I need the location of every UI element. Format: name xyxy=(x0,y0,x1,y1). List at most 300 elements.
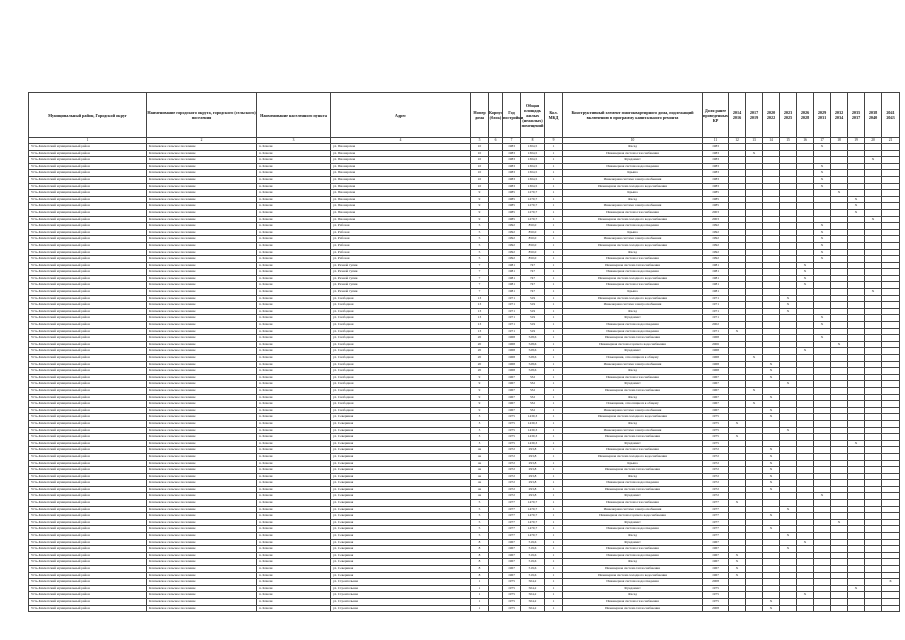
period-mark-cell xyxy=(797,361,814,368)
locality-cell: п. Ключи xyxy=(257,223,331,230)
period-mark-cell xyxy=(882,223,900,230)
period-mark-cell xyxy=(848,506,865,513)
area-cell: 1430,3 xyxy=(521,440,545,447)
header-cell: 2032 2034 xyxy=(831,93,848,138)
district-cell: Усть-Камчатский муниципальный район xyxy=(29,163,147,170)
district-cell: Усть-Камчатский муниципальный район xyxy=(29,170,147,177)
year-cell: 1983 xyxy=(503,183,521,190)
period-mark-cell xyxy=(797,440,814,447)
period-mark-cell xyxy=(882,163,900,170)
period-mark-cell xyxy=(848,394,865,401)
year-cell: 1967 xyxy=(503,374,521,381)
column-number: 16 xyxy=(797,138,814,144)
period-mark-cell xyxy=(831,467,848,474)
period-mark-cell xyxy=(797,420,814,427)
period-mark-cell xyxy=(848,447,865,454)
district-cell: Усть-Камчатский муниципальный район xyxy=(29,229,147,236)
period-mark-cell xyxy=(780,526,797,533)
element-cell: Крыша xyxy=(563,460,703,467)
header-cell: 2035 2037 xyxy=(848,93,865,138)
address-cell: ул. Севериная xyxy=(331,467,471,474)
period-mark-cell xyxy=(848,467,865,474)
period-mark-cell xyxy=(882,546,900,553)
period-mark-cell xyxy=(848,355,865,362)
table-row xyxy=(29,579,900,586)
period-mark-cell xyxy=(746,183,763,190)
prev-repair-cell: 1967 xyxy=(703,407,729,414)
period-mark-cell xyxy=(797,566,814,573)
prev-repair-cell: 1975 xyxy=(703,440,729,447)
period-mark-cell xyxy=(780,315,797,322)
capital-repair-table xyxy=(28,92,900,612)
period-mark-cell xyxy=(763,341,780,348)
house-number-cell: 10 xyxy=(471,144,489,151)
mkd-count-cell: 1 xyxy=(545,315,563,322)
year-cell: 1983 xyxy=(503,163,521,170)
period-mark-cell xyxy=(865,401,882,408)
building-cell xyxy=(489,414,503,421)
period-mark-cell xyxy=(797,368,814,375)
period-mark-cell xyxy=(882,289,900,296)
element-cell: Инженерная система электроснабжения xyxy=(563,361,703,368)
period-mark-cell xyxy=(882,539,900,546)
building-cell xyxy=(489,493,503,500)
period-mark-cell xyxy=(831,447,848,454)
period-mark-cell xyxy=(746,427,763,434)
period-mark-cell: X xyxy=(814,223,831,230)
period-mark-cell: X xyxy=(814,170,831,177)
period-mark-cell xyxy=(848,420,865,427)
period-mark-cell: X xyxy=(763,467,780,474)
year-cell: 1975 xyxy=(503,598,521,605)
address-cell: ул. Свободная xyxy=(331,341,471,348)
building-cell xyxy=(489,242,503,249)
prev-repair-cell: 2006 xyxy=(703,341,729,348)
period-mark-cell xyxy=(780,480,797,487)
period-mark-cell xyxy=(831,559,848,566)
period-mark-cell xyxy=(780,585,797,592)
period-mark-cell xyxy=(865,275,882,282)
element-cell: Инженерная система теплоснабжения xyxy=(563,605,703,612)
building-cell xyxy=(489,269,503,276)
mkd-count-cell: 1 xyxy=(545,473,563,480)
period-mark-cell: X xyxy=(763,414,780,421)
address-cell: ул. Свободная xyxy=(331,394,471,401)
period-mark-cell xyxy=(763,190,780,197)
mkd-count-cell: 1 xyxy=(545,150,563,157)
prev-repair-cell: 1992 xyxy=(703,229,729,236)
address-cell: ул. Свободная xyxy=(331,401,471,408)
settlement-cell: Ключевское сельское поселение xyxy=(147,566,257,573)
period-mark-cell xyxy=(729,144,746,151)
prev-repair-cell: 1992 xyxy=(703,242,729,249)
column-number: 19 xyxy=(848,138,865,144)
period-mark-cell xyxy=(814,394,831,401)
period-mark-cell xyxy=(797,302,814,309)
locality-cell: п. Ключи xyxy=(257,394,331,401)
house-number-cell: 1 xyxy=(471,585,489,592)
settlement-cell: Ключевское сельское поселение xyxy=(147,295,257,302)
area-cell: 850,0 xyxy=(521,236,545,243)
period-mark-cell xyxy=(848,348,865,355)
area-cell: 1304,5 xyxy=(521,176,545,183)
period-mark-cell xyxy=(746,420,763,427)
table-row xyxy=(29,262,900,269)
period-mark-cell: X xyxy=(763,486,780,493)
prev-repair-cell: 1983 xyxy=(703,144,729,151)
period-mark-cell xyxy=(746,368,763,375)
column-number: 12 xyxy=(729,138,746,144)
district-cell: Усть-Камчатский муниципальный район xyxy=(29,552,147,559)
address-cell: ул. Севериная xyxy=(331,506,471,513)
district-cell: Усть-Камчатский муниципальный район xyxy=(29,157,147,164)
period-mark-cell xyxy=(746,493,763,500)
period-mark-cell: X xyxy=(763,460,780,467)
period-mark-cell xyxy=(763,302,780,309)
period-mark-cell xyxy=(848,453,865,460)
district-cell: Усть-Камчатский муниципальный район xyxy=(29,262,147,269)
period-mark-cell xyxy=(763,427,780,434)
district-cell: Усть-Камчатский муниципальный район xyxy=(29,282,147,289)
table-row xyxy=(29,229,900,236)
settlement-cell: Ключевское сельское поселение xyxy=(147,453,257,460)
prev-repair-cell: 2008 xyxy=(703,579,729,586)
table-row xyxy=(29,453,900,460)
settlement-cell: Ключевское сельское поселение xyxy=(147,229,257,236)
period-mark-cell xyxy=(848,242,865,249)
period-mark-cell: X xyxy=(831,519,848,526)
element-cell: Крыша xyxy=(563,190,703,197)
period-mark-cell xyxy=(848,579,865,586)
period-mark-cell xyxy=(729,473,746,480)
period-mark-cell xyxy=(797,434,814,441)
address-cell: ул. Севериная xyxy=(331,546,471,553)
element-cell: Инженерная система холодного водоснабжения xyxy=(563,572,703,579)
year-cell: 1981 xyxy=(503,289,521,296)
period-mark-cell xyxy=(831,552,848,559)
prev-repair-cell: 1972 xyxy=(703,493,729,500)
element-cell: Фундамент xyxy=(563,381,703,388)
element-cell: Фундамент xyxy=(563,315,703,322)
address-cell: ул. Строительная xyxy=(331,592,471,599)
area-cell: 1304,5 xyxy=(521,163,545,170)
period-mark-cell xyxy=(814,486,831,493)
mkd-count-cell: 1 xyxy=(545,348,563,355)
table-row xyxy=(29,401,900,408)
year-cell: 1975 xyxy=(503,414,521,421)
building-cell xyxy=(489,196,503,203)
period-mark-cell xyxy=(865,295,882,302)
period-mark-cell xyxy=(848,216,865,223)
period-mark-cell xyxy=(814,420,831,427)
locality-cell: п. Ключи xyxy=(257,229,331,236)
address-cell: ул. Севериная xyxy=(331,473,471,480)
area-cell: 747 xyxy=(521,282,545,289)
settlement-cell: Ключевское сельское поселение xyxy=(147,526,257,533)
period-mark-cell xyxy=(882,526,900,533)
period-mark-cell xyxy=(848,315,865,322)
building-cell xyxy=(489,289,503,296)
house-number-cell: 13 xyxy=(471,295,489,302)
area-cell: 532 xyxy=(521,401,545,408)
period-mark-cell xyxy=(797,203,814,210)
period-mark-cell xyxy=(746,223,763,230)
area-cell: 528,6 xyxy=(521,341,545,348)
period-mark-cell xyxy=(780,176,797,183)
house-number-cell: 13 xyxy=(471,308,489,315)
year-cell: 1985 xyxy=(503,203,521,210)
prev-repair-cell: 1967 xyxy=(703,539,729,546)
mkd-count-cell: 1 xyxy=(545,572,563,579)
period-mark-cell xyxy=(780,183,797,190)
area-cell: 1430,3 xyxy=(521,434,545,441)
settlement-cell: Ключевское сельское поселение xyxy=(147,447,257,454)
prev-repair-cell: 1971 xyxy=(703,315,729,322)
year-cell: 1985 xyxy=(503,216,521,223)
building-cell xyxy=(489,249,503,256)
settlement-cell: Ключевское сельское поселение xyxy=(147,533,257,540)
period-mark-cell xyxy=(746,157,763,164)
period-mark-cell xyxy=(831,500,848,507)
prev-repair-cell: 1972 xyxy=(703,467,729,474)
building-cell xyxy=(489,144,503,151)
period-mark-cell xyxy=(746,196,763,203)
prev-repair-cell: 1983 xyxy=(703,150,729,157)
table-row xyxy=(29,480,900,487)
period-mark-cell xyxy=(746,605,763,612)
building-cell xyxy=(489,500,503,507)
prev-repair-cell: 1985 xyxy=(703,190,729,197)
period-mark-cell xyxy=(797,176,814,183)
period-mark-cell xyxy=(848,546,865,553)
period-mark-cell xyxy=(746,361,763,368)
period-mark-cell xyxy=(746,335,763,342)
address-cell: ул. Севериная xyxy=(331,427,471,434)
area-cell: 293,8 xyxy=(521,480,545,487)
area-cell: 1470,7 xyxy=(521,519,545,526)
period-mark-cell: X xyxy=(746,355,763,362)
period-mark-cell xyxy=(848,519,865,526)
period-mark-cell xyxy=(763,269,780,276)
period-mark-cell xyxy=(797,163,814,170)
period-mark-cell xyxy=(882,585,900,592)
table-row xyxy=(29,163,900,170)
year-cell: 1967 xyxy=(503,381,521,388)
period-mark-cell xyxy=(814,262,831,269)
table-row xyxy=(29,427,900,434)
period-mark-cell xyxy=(831,348,848,355)
mkd-count-cell: 1 xyxy=(545,216,563,223)
prev-repair-cell: 1981 xyxy=(703,275,729,282)
locality-cell: п. Ключи xyxy=(257,368,331,375)
mkd-count-cell: 1 xyxy=(545,229,563,236)
period-mark-cell xyxy=(763,150,780,157)
period-mark-cell xyxy=(865,348,882,355)
settlement-cell: Ключевское сельское поселение xyxy=(147,368,257,375)
period-mark-cell xyxy=(763,275,780,282)
settlement-cell: Ключевское сельское поселение xyxy=(147,249,257,256)
settlement-cell: Ключевское сельское поселение xyxy=(147,328,257,335)
table-row xyxy=(29,493,900,500)
prev-repair-cell: 1992 xyxy=(703,249,729,256)
year-cell: 1968 xyxy=(503,355,521,362)
house-number-cell: 3 xyxy=(471,414,489,421)
area-cell: 519 xyxy=(521,315,545,322)
locality-cell: п. Ключи xyxy=(257,453,331,460)
address-cell: ул. Рабочая xyxy=(331,242,471,249)
period-mark-cell xyxy=(746,256,763,263)
period-mark-cell xyxy=(746,585,763,592)
locality-cell: п. Ключи xyxy=(257,486,331,493)
period-mark-cell xyxy=(865,223,882,230)
period-mark-cell xyxy=(729,447,746,454)
prev-repair-cell: 1971 xyxy=(703,328,729,335)
prev-repair-cell: 1981 xyxy=(703,282,729,289)
period-mark-cell xyxy=(814,308,831,315)
period-mark-cell xyxy=(865,440,882,447)
building-cell xyxy=(489,453,503,460)
element-cell: Фундамент xyxy=(563,493,703,500)
period-mark-cell xyxy=(865,315,882,322)
address-cell: ул. Строительная xyxy=(331,598,471,605)
mkd-count-cell: 1 xyxy=(545,552,563,559)
mkd-count-cell: 1 xyxy=(545,592,563,599)
district-cell: Усть-Камчатский муниципальный район xyxy=(29,401,147,408)
district-cell: Усть-Камчатский муниципальный район xyxy=(29,183,147,190)
district-cell: Усть-Камчатский муниципальный район xyxy=(29,368,147,375)
building-cell xyxy=(489,256,503,263)
building-cell xyxy=(489,335,503,342)
header-cell: 2026 2028 xyxy=(797,93,814,138)
element-cell: Инженерная система электроснабжения xyxy=(563,203,703,210)
settlement-cell: Ключевское сельское поселение xyxy=(147,427,257,434)
period-mark-cell xyxy=(882,361,900,368)
locality-cell: п. Ключи xyxy=(257,295,331,302)
period-mark-cell xyxy=(814,341,831,348)
house-number-cell: 10 xyxy=(471,170,489,177)
building-cell xyxy=(489,572,503,579)
element-cell: Инженерная система водоотведения xyxy=(563,480,703,487)
period-mark-cell xyxy=(797,519,814,526)
period-mark-cell xyxy=(831,335,848,342)
period-mark-cell xyxy=(831,275,848,282)
element-cell: Фасад xyxy=(563,420,703,427)
column-number: 2 xyxy=(147,138,257,144)
building-cell xyxy=(489,183,503,190)
house-number-cell: 20 xyxy=(471,361,489,368)
year-cell: 1983 xyxy=(503,176,521,183)
period-mark-cell xyxy=(729,322,746,329)
locality-cell: п. Ключи xyxy=(257,163,331,170)
settlement-cell: Ключевское сельское поселение xyxy=(147,302,257,309)
district-cell: Усть-Камчатский муниципальный район xyxy=(29,598,147,605)
year-cell: 1972 xyxy=(503,486,521,493)
element-cell: Инженерная система горячего водоснабжения xyxy=(563,341,703,348)
area-cell: 532 xyxy=(521,387,545,394)
prev-repair-cell: 1972 xyxy=(703,453,729,460)
period-mark-cell: X xyxy=(780,427,797,434)
period-mark-cell xyxy=(882,486,900,493)
element-cell: Инженерная система газоснабжения xyxy=(563,150,703,157)
mkd-count-cell: 1 xyxy=(545,427,563,434)
table-row xyxy=(29,526,900,533)
prev-repair-cell: 2003 xyxy=(703,216,729,223)
house-number-cell: 3 xyxy=(471,420,489,427)
period-mark-cell xyxy=(848,513,865,520)
address-cell: ул. Свободная xyxy=(331,308,471,315)
locality-cell: п. Ключи xyxy=(257,605,331,612)
table-row xyxy=(29,361,900,368)
district-cell: Усть-Камчатский муниципальный район xyxy=(29,335,147,342)
period-mark-cell: X xyxy=(814,236,831,243)
district-cell: Усть-Камчатский муниципальный район xyxy=(29,467,147,474)
period-mark-cell xyxy=(882,467,900,474)
locality-cell: п. Ключи xyxy=(257,467,331,474)
district-cell: Усть-Камчатский муниципальный район xyxy=(29,355,147,362)
period-mark-cell: X xyxy=(780,308,797,315)
period-mark-cell: X xyxy=(831,341,848,348)
prev-repair-cell: 1968 xyxy=(703,361,729,368)
period-mark-cell xyxy=(729,361,746,368)
area-cell: 293,8 xyxy=(521,447,545,454)
element-cell: Фасад xyxy=(563,592,703,599)
settlement-cell: Ключевское сельское поселение xyxy=(147,361,257,368)
address-cell: ул. Пионерская xyxy=(331,216,471,223)
address-cell: ул. Севериная xyxy=(331,519,471,526)
district-cell: Усть-Камчатский муниципальный район xyxy=(29,374,147,381)
period-mark-cell xyxy=(865,209,882,216)
district-cell: Усть-Камчатский муниципальный район xyxy=(29,440,147,447)
period-mark-cell xyxy=(831,196,848,203)
district-cell: Усть-Камчатский муниципальный район xyxy=(29,196,147,203)
period-mark-cell xyxy=(780,328,797,335)
year-cell: 1977 xyxy=(503,506,521,513)
period-mark-cell xyxy=(882,434,900,441)
period-mark-cell xyxy=(865,539,882,546)
locality-cell: п. Ключи xyxy=(257,401,331,408)
period-mark-cell xyxy=(797,256,814,263)
period-mark-cell xyxy=(746,328,763,335)
building-cell xyxy=(489,368,503,375)
house-number-cell: 4а xyxy=(471,453,489,460)
building-cell xyxy=(489,420,503,427)
period-mark-cell xyxy=(848,552,865,559)
settlement-cell: Ключевское сельское поселение xyxy=(147,308,257,315)
period-mark-cell xyxy=(831,493,848,500)
period-mark-cell xyxy=(780,598,797,605)
building-cell xyxy=(489,592,503,599)
period-mark-cell xyxy=(865,546,882,553)
building-cell xyxy=(489,559,503,566)
mkd-count-cell: 1 xyxy=(545,440,563,447)
period-mark-cell xyxy=(831,539,848,546)
column-number: 15 xyxy=(780,138,797,144)
period-mark-cell xyxy=(831,236,848,243)
district-cell: Усть-Камчатский муниципальный район xyxy=(29,249,147,256)
year-cell: 1971 xyxy=(503,295,521,302)
period-mark-cell xyxy=(848,361,865,368)
period-mark-cell xyxy=(865,203,882,210)
element-cell: Инженерная система холодного водоснабжения xyxy=(563,295,703,302)
table-row xyxy=(29,519,900,526)
table-row xyxy=(29,315,900,322)
prev-repair-cell: 1977 xyxy=(703,519,729,526)
locality-cell: п. Ключи xyxy=(257,500,331,507)
period-mark-cell xyxy=(882,552,900,559)
header-cell: Год постройки xyxy=(503,93,521,138)
address-cell: ул. Свободная xyxy=(331,387,471,394)
period-mark-cell xyxy=(865,361,882,368)
